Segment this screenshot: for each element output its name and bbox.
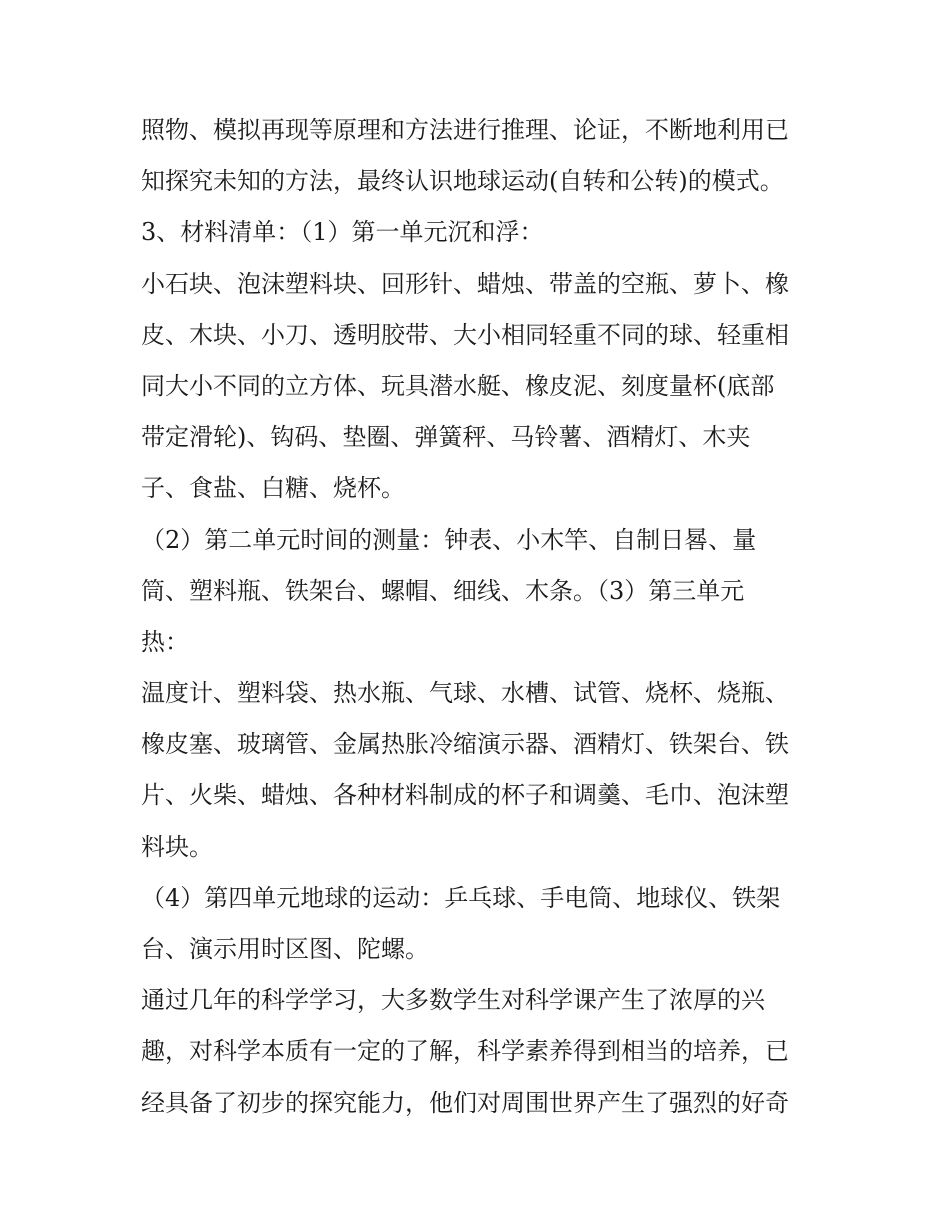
text-line: 照物、模拟再现等原理和方法进行推理、论证，不断地利用已	[141, 116, 789, 144]
section-heading-materials: 3、材料清单：（1）第一单元沉和浮：	[141, 218, 544, 247]
text-line: 料块。	[141, 832, 213, 861]
text-line: （2）第二单元时间的测量：钟表、小木竿、自制日晷、量	[141, 525, 757, 554]
text-line: 温度计、塑料袋、热水瓶、气球、水槽、试管、烧杯、烧瓶、	[141, 679, 789, 708]
text-line: 热：	[141, 627, 189, 656]
text-line: 台、演示用时区图、陀螺。	[141, 935, 429, 963]
document-body	[141, 105, 821, 1129]
text-line: 子、食盐、白糖、烧杯。	[141, 474, 405, 503]
text-line: 小石块、泡沫塑料块、回形针、蜡烛、带盖的空瓶、萝卜、橡	[141, 269, 789, 298]
text-line: 皮、木块、小刀、透明胶带、大小相同轻重不同的球、轻重相	[141, 320, 789, 349]
text-line: 通过几年的科学学习，大多数学生对科学课产生了浓厚的兴	[141, 986, 765, 1015]
text-line: 带定滑轮)、钩码、垫圈、弹簧秤、马铃薯、酒精灯、木夹	[141, 423, 751, 452]
text-line: 筒、塑料瓶、铁架台、螺帽、细线、木条。（3）第三单元	[141, 576, 745, 605]
text-line: 知探究未知的方法，最终认识地球运动(自转和公转)的模式。	[141, 167, 784, 196]
text-line: 经具备了初步的探究能力，他们对周围世界产生了强烈的好奇	[141, 1088, 789, 1117]
text-line: 同大小不同的立方体、玩具潜水艇、橡皮泥、刻度量杯(底部	[141, 371, 775, 400]
text-line: 橡皮塞、玻璃管、金属热胀冷缩演示器、酒精灯、铁架台、铁	[141, 730, 789, 759]
text-line: 趣，对科学本质有一定的了解，科学素养得到相当的培养，已	[141, 1037, 789, 1066]
text-line: 片、火柴、蜡烛、各种材料制成的杯子和调羹、毛巾、泡沫塑	[141, 781, 789, 810]
text-line: （4）第四单元地球的运动：乒乓球、手电筒、地球仪、铁架	[141, 883, 781, 912]
